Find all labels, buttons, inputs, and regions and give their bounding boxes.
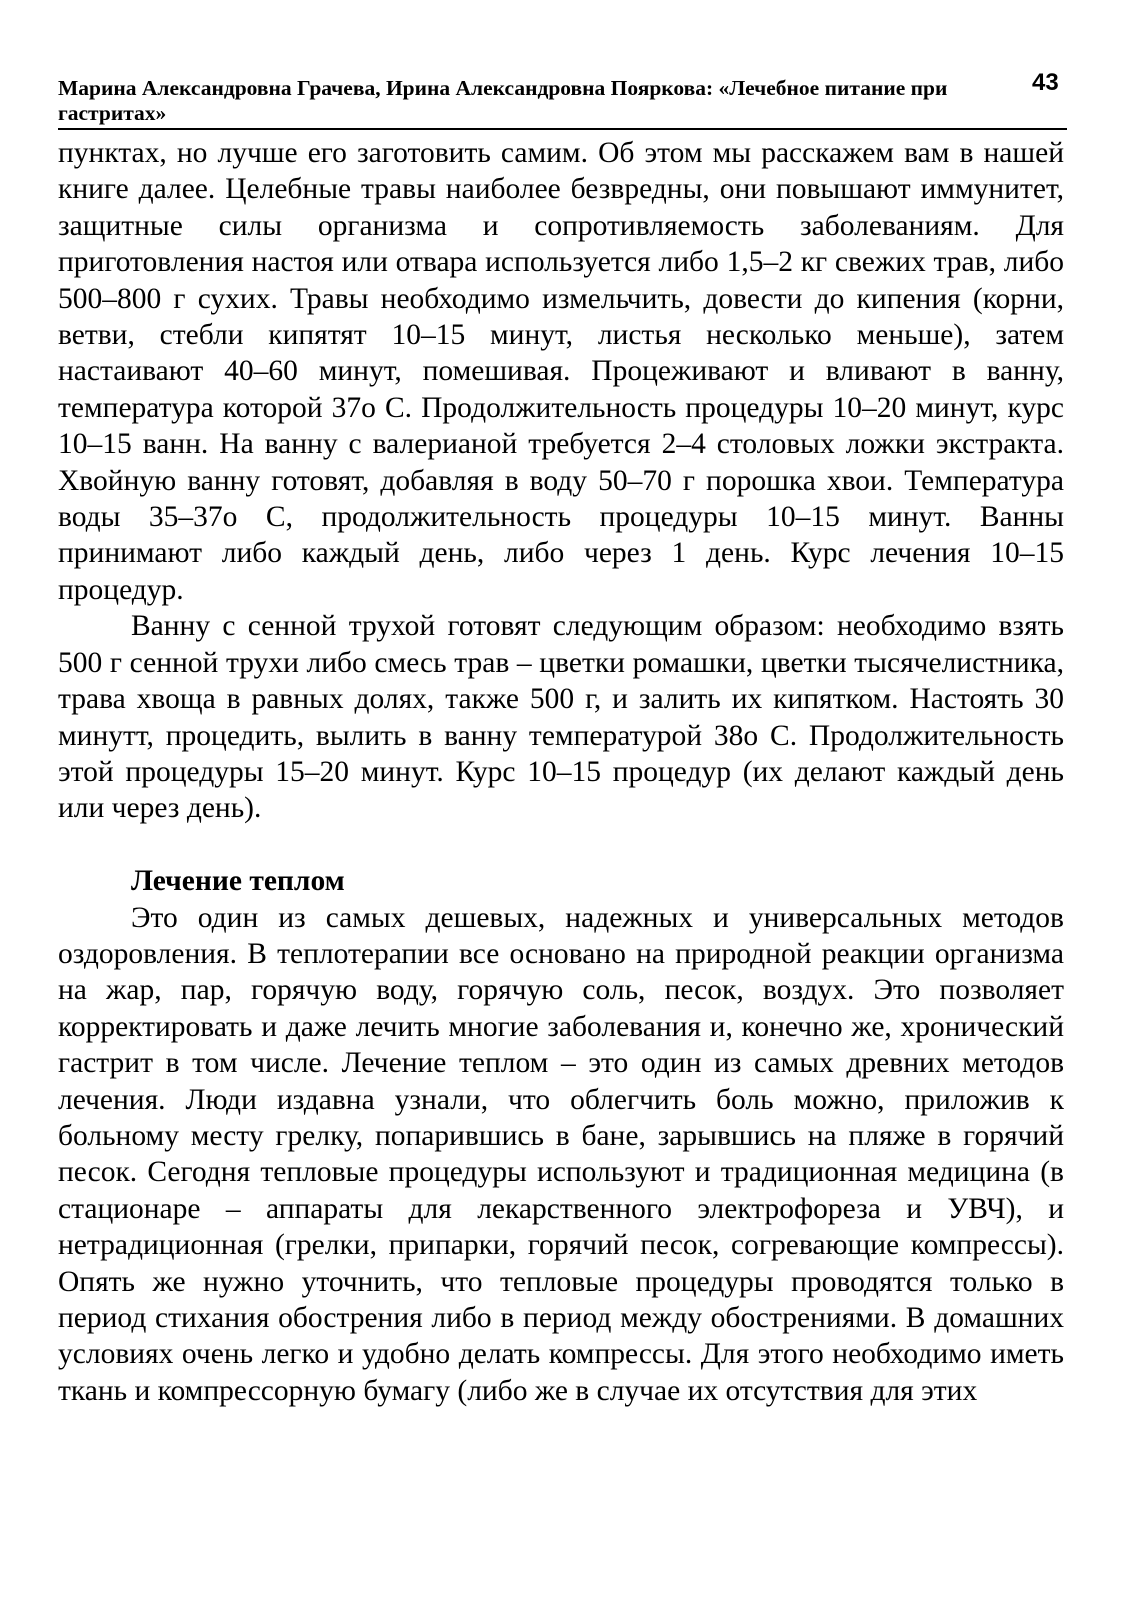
page-number: 43 bbox=[1032, 69, 1059, 96]
paragraph-hay-bath: Ванну с сенной трухой готовят следующим образом: необходимо взять 500 г сенной трухи либо смесь трав – цветки ромашки, цветки тысячелистника, трава хвоща в равных долях, также 500 г, и залить их кипятком. Настоять 30 минутт, процедить, вылить в ванну температурой 38о С. Продолжительность этой процедуры 15–20 минут. Курс 10–15 процедур (их делают каждый день или через день). bbox=[58, 610, 1064, 825]
paragraph-spacer bbox=[58, 827, 1064, 863]
page-body bbox=[58, 135, 1064, 1409]
header-divider bbox=[58, 128, 1067, 130]
paragraph-herbal-baths: пунктах, но лучше его заготовить самим. Об этом мы расскажем вам в нашей книге далее. Целебные травы наиболее безвредны, они повышают иммунитет, защитные силы организма и сопротивляемость заболеваниям. Для приготовления настоя или отвара используется либо 1,5–2 кг свежих трав, либо 500–800 г сухих. Травы необходимо измельчить, довести до кипения (корни, ветви, стебли кипятят 10–15 минут, листья несколько меньше), затем настаивают 40–60 минут, помешивая. Процеживают и вливают в ванну, температура которой 37о С. Продолжительность процедуры 10–20 минут, курс 10–15 ванн. На ванну с валерианой требуется 2–4 столовых ложки экстракта. Хвойную ванну готовят, добавляя в воду 50–70 г порошка хвои. Температура воды 35–37о С, продолжительность процедуры 10–15 минут. Ванны принимают либо каждый день, либо через 1 день. Курс лечения 10–15 процедур. bbox=[58, 137, 1064, 606]
running-header-title: Марина Александровна Грачева, Ирина Александровна Пояркова: «Лечебное питание при гастритах» bbox=[58, 76, 948, 125]
section-heading: Лечение теплом bbox=[131, 865, 345, 898]
paragraph-heat-treatment: Это один из самых дешевых, надежных и универсальных методов оздоровления. В теплотерапии все основано на природной реакции организма на жар, пар, горячую воду, горячую соль, песок, воздух. Это позволяет корректировать и даже лечить многие заболевания и, конечно же, хронический гастрит в том числе. Лечение теплом – это один из самых древних методов лечения. Люди издавна узнали, что облегчить боль можно, приложив к больному месту грелку, попарившись в бане, зарывшись на пляже в горячий песок. Сегодня тепловые процедуры используют и традиционная медицина (в стационаре – аппараты для лекарственного электрофореза и УВЧ), и нетрадиционная (грелки, припарки, горячий песок, согревающие компрессы). Опять же нужно уточнить, что тепловые процедуры проводятся только в период стихания обострения либо в период между обострениями. В домашних условиях очень легко и удобно делать компрессы. Для этого необходимо иметь ткань и компрессорную бумагу (либо же в случае их отсутствия для этих bbox=[58, 901, 1064, 1407]
